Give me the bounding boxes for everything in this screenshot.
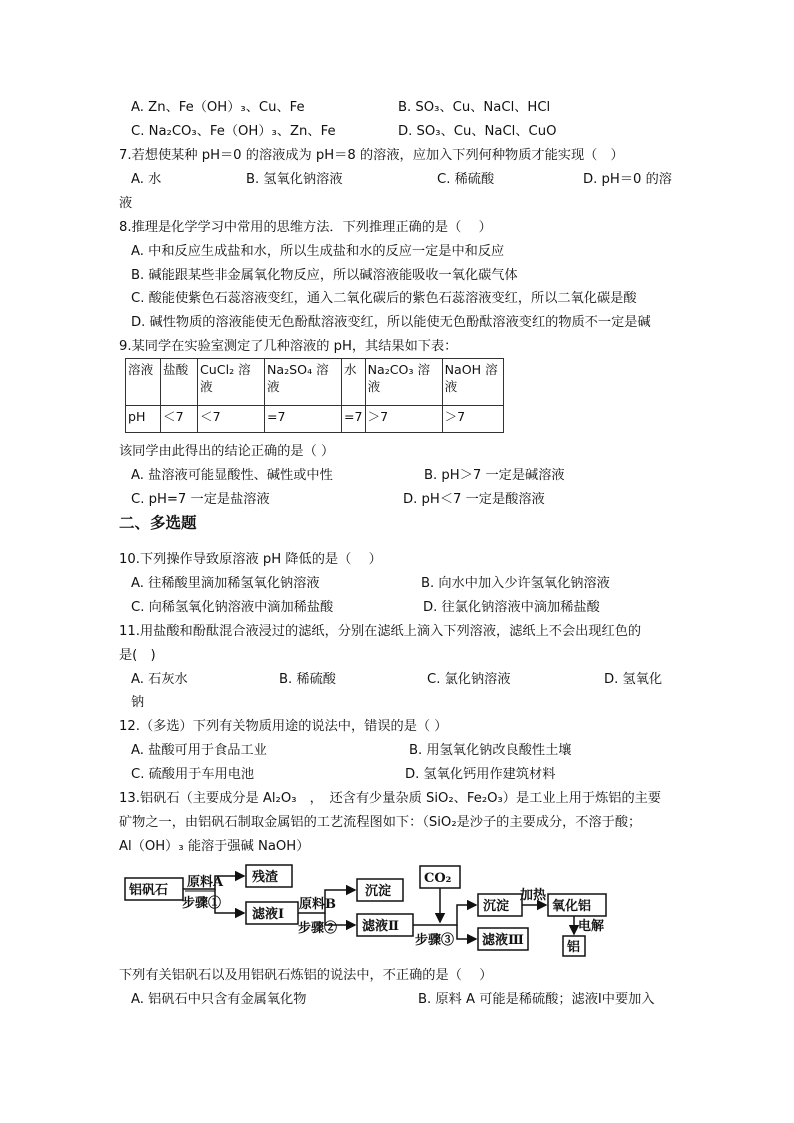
table-cell: ＞7 [442, 406, 503, 433]
q8-option-a: A. 中和反应生成盐和水，所以生成盐和水的反应一定是中和反应 [131, 244, 505, 259]
q6-option-a: A. Zn、Fe（OH）₃、Cu、Fe [131, 100, 305, 115]
table-cell: =7 [342, 406, 366, 433]
label-filtrate-1: 滤液Ⅰ [252, 907, 285, 922]
table-header-cell: 溶液 [126, 359, 161, 406]
q8-option-b: B. 碱能跟某些非金属氧化物反应，所以碱溶液能吸收一氧化碳气体 [131, 268, 518, 283]
q9-option-a: A. 盐溶液可能显酸性、碱性或中性 [131, 468, 333, 483]
q11-option-b: B. 稀硫酸 [279, 672, 336, 687]
label-filtrate-3: 滤液Ⅲ [482, 933, 524, 948]
q10-option-a: A. 往稀酸里滴加稀氢氧化钠溶液 [131, 576, 320, 591]
q13-question: 下列有关铝矾石以及用铝矾石炼铝的说法中，不正确的是（ ） [119, 968, 493, 983]
q7-option-d: D. pH＝0 的溶 [583, 172, 672, 187]
q7-option-a: A. 水 [131, 172, 162, 187]
q10-option-b: B. 向水中加入少许氢氧化钠溶液 [421, 576, 610, 591]
q6-option-b: B. SO₃、Cu、NaCl、HCl [398, 100, 551, 115]
q13-option-b: B. 原料 A 可能是稀硫酸；滤液Ⅰ中要加入 [418, 992, 655, 1007]
label-aluminum: 铝 [567, 940, 581, 955]
table-row [126, 406, 504, 433]
table-cell: ＜7 [161, 406, 198, 433]
q13-option-a: A. 铝矾石中只含有金属氧化物 [131, 992, 307, 1007]
table-header-cell: 水 [342, 359, 366, 406]
q12-option-b: B. 用氢氧化钠改良酸性土壤 [409, 743, 572, 758]
q7-option-c: C. 稀硫酸 [437, 172, 495, 187]
q8-option-d: D. 碱性物质的溶液能使无色酚酞溶液变红，所以能使无色酚酞溶液变红的物质不一定是碱 [131, 315, 651, 330]
table-cell: ＞7 [365, 406, 442, 433]
q13-stem-line2: 矿物之一，由铝矾石制取金属铝的工艺流程图如下：（SiO₂是沙子的主要成分，不溶于酸； [119, 815, 642, 830]
label-step-3: 步骤③ [415, 933, 455, 948]
q7-option-b: B. 氢氧化钠溶液 [246, 172, 343, 187]
label-raw-b: 原料B [299, 897, 336, 912]
table-cell: =7 [265, 406, 342, 433]
table-header-cell: Na₂SO₄ 溶液 [265, 359, 342, 406]
label-alumina: 氧化铝 [552, 899, 592, 914]
ph-table [125, 358, 504, 433]
q11-option-d-continued: 钠 [131, 695, 145, 710]
label-filtrate-2: 滤液Ⅱ [362, 919, 399, 934]
q12-stem: 12.（多选）下列有关物质用途的说法中，错误的是（ ） [119, 719, 448, 734]
q7-option-d-continued: 液 [119, 196, 133, 211]
label-precipitate-1: 沉淀 [365, 884, 392, 899]
q9-conclusion: 该同学由此得出的结论正确的是（ ） [119, 444, 335, 459]
q10-stem: 10.下列操作导致原溶液 pH 降低的是（ ） [119, 552, 382, 567]
table-header-cell: NaOH 溶液 [442, 359, 503, 406]
q11-option-d: D. 氢氧化 [604, 672, 663, 687]
q9-option-d: D. pH＜7 一定是酸溶液 [403, 492, 545, 507]
table-cell: pH [126, 406, 161, 433]
label-co2: CO₂ [424, 871, 452, 886]
q9-option-b: B. pH＞7 一定是碱溶液 [424, 468, 565, 483]
q9-option-c: C. pH=7 一定是盐溶液 [131, 492, 270, 507]
table-header-cell: 盐酸 [161, 359, 198, 406]
q13-stem-line1: 13.铝矾石（主要成分是 Al₂O₃ ， 还含有少量杂质 SiO₂、Fe₂O₃）是工业上用于炼铝的主要 [119, 791, 662, 806]
table-header-cell: CuCl₂ 溶液 [198, 359, 265, 406]
label-ore: 铝矾石 [129, 883, 169, 898]
q12-option-a: A. 盐酸可用于食品工业 [131, 743, 267, 758]
q11-stem-line1: 11.用盐酸和酚酞混合液浸过的滤纸，分别在滤纸上滴入下列溶液，滤纸上不会出现红色的 [119, 624, 642, 639]
label-step-1: 步骤① [182, 896, 222, 911]
q6-option-d: D. SO₃、Cu、NaCl、CuO [398, 124, 557, 139]
label-step-2: 步骤② [298, 921, 338, 936]
q9-stem: 9.某同学在实验室测定了几种溶液的 pH，其结果如下表： [119, 339, 458, 354]
q12-option-c: C. 硫酸用于车用电池 [131, 767, 255, 782]
table-header-row [126, 359, 504, 406]
q8-stem: 8.推理是化学学习中常用的思维方法．下列推理正确的是（ ） [119, 220, 492, 235]
table-header-cell: Na₂CO₃ 溶液 [365, 359, 442, 406]
label-residue: 残渣 [252, 870, 279, 885]
q10-option-c: C. 向稀氢氧化钠溶液中滴加稀盐酸 [131, 600, 334, 615]
label-precipitate-2: 沉淀 [483, 899, 510, 914]
q13-stem-line3: Al（OH）₃ 能溶于强碱 NaOH） [119, 839, 310, 854]
process-flow-diagram [115, 864, 635, 958]
q6-option-c: C. Na₂CO₃、Fe（OH）₃、Zn、Fe [131, 124, 336, 139]
label-raw-a: 原料A [187, 875, 224, 890]
q11-option-c: C. 氯化钠溶液 [427, 672, 511, 687]
table-cell: ＜7 [198, 406, 265, 433]
q7-stem: 7.若想使某种 pH＝0 的溶液成为 pH＝8 的溶液，应加入下列何种物质才能实现（ ） [119, 148, 624, 163]
q12-option-d: D. 氢氧化钙用作建筑材料 [405, 767, 556, 782]
label-electrolysis: 电解 [578, 919, 605, 934]
q11-option-a: A. 石灰水 [131, 672, 188, 687]
q11-stem-line2: 是( ) [119, 648, 156, 663]
q10-option-d: D. 往氯化钠溶液中滴加稀盐酸 [423, 600, 600, 615]
q8-option-c: C. 酸能使紫色石蕊溶液变红，通入二氧化碳后的紫色石蕊溶液变红，所以二氧化碳是酸 [131, 291, 637, 306]
label-heat: 加热 [520, 888, 547, 903]
section-title: 二、多选题 [119, 514, 197, 532]
